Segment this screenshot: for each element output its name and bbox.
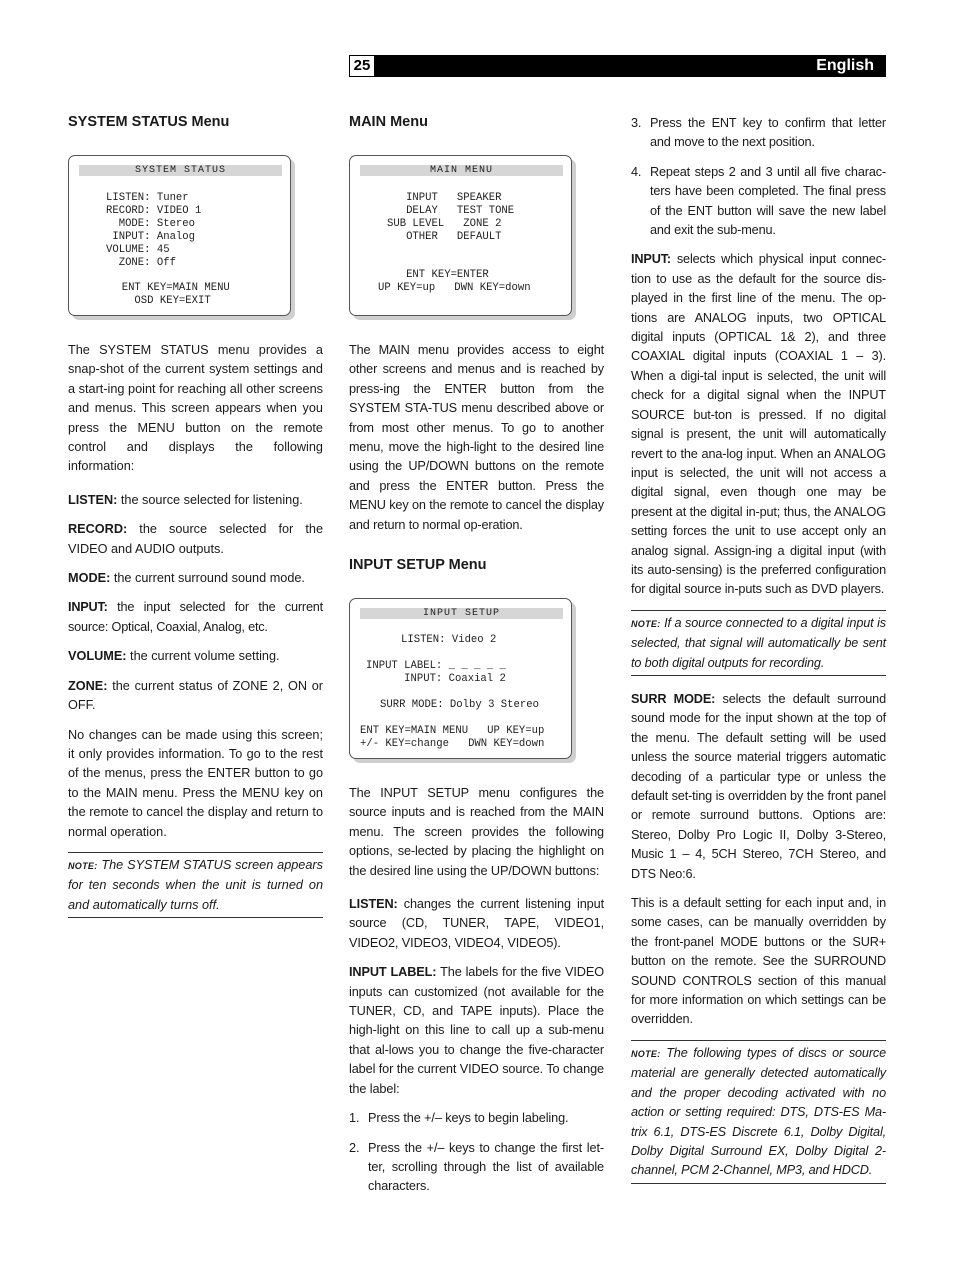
screen-line: RECORD: VIDEO 1 (106, 205, 202, 217)
screen-line: SUB LEVEL ZONE 2 (387, 218, 502, 230)
main-menu-heading: MAIN Menu (349, 114, 428, 130)
input-setup-text (349, 784, 604, 1207)
screen-line: UP KEY=up DWN KEY=down (378, 282, 531, 294)
screen-line: LISTEN: Video 2 (401, 634, 497, 646)
note-text: If a source connected to a digital input is selected, that signal will automatically be sent to both digital outputs for recording. (631, 615, 886, 670)
step-text: Repeat steps 2 and 3 until all five charac-ters have been completed. The final press of the ENT button will save the new label and exit the sub-menu. (650, 164, 886, 238)
step-number: 1. (349, 1111, 360, 1126)
note-text: The following types of discs or source material are generally detected automatically and the proper decoding activated with no action or setting required: DTS, DTS-ES Ma-trix 6.1, DTS-ES Discrete 6.1, Dolby Digital, Dolby Digital Surround EX, Dolby Digital 2-channel, PCM 2-Channel, MP3, and HDCD. (631, 1045, 886, 1178)
term: ZONE: (68, 678, 108, 693)
system-status-closing: No changes can be made using this screen; it only provides information. To go to the rest of the menus, press the ENTER button to go to the MAIN menu. Press the MENU key on the remote to cancel the display and return to normal operation. (68, 727, 323, 839)
input-setup-screen (349, 598, 572, 759)
item-zone (68, 677, 323, 716)
note-label: NOTE: (68, 860, 98, 871)
main-menu-text (349, 341, 604, 545)
screen-line: OSD KEY=EXIT (109, 295, 211, 307)
step-text: Press the +/– keys to change the first let-ter, scrolling through the list of available characters. (368, 1140, 604, 1194)
page-header-bar (349, 55, 886, 77)
label-steps-continued (631, 114, 886, 240)
screen-line: MODE: Stereo (106, 218, 196, 230)
item-volume (68, 647, 323, 666)
input-setup-heading-wrap (349, 556, 604, 575)
term: INPUT: (68, 600, 108, 615)
step-number: 4. (631, 164, 642, 179)
definition: the source selected for the VIDEO and AUDIO outputs. (68, 522, 323, 556)
note-label: NOTE: (631, 1048, 661, 1059)
definition: the current volume setting. (126, 649, 280, 664)
item-record (68, 520, 323, 559)
screen-line: VOLUME: 45 (106, 244, 170, 256)
item-input-label (349, 963, 604, 1099)
screen-line: INPUT LABEL: _ _ _ _ _ (366, 660, 506, 672)
digital-output-note (631, 610, 886, 676)
list-item (631, 163, 886, 241)
screen-title: MAIN MENU (360, 165, 563, 176)
item-mode (68, 569, 323, 588)
main-menu-screen (349, 155, 572, 316)
item-input (68, 598, 323, 637)
screen-line: ZONE: Off (106, 257, 176, 269)
system-status-text (68, 341, 323, 928)
note-label: NOTE: (631, 618, 661, 629)
screen-line: ENT KEY=ENTER (387, 269, 489, 281)
screen-title: INPUT SETUP (360, 608, 563, 619)
column-1 (68, 113, 323, 132)
column-3 (631, 114, 886, 1194)
item-input-connection (631, 250, 886, 599)
screen-title: SYSTEM STATUS (79, 165, 282, 176)
term: RECORD: (68, 522, 128, 537)
term: VOLUME: (68, 649, 127, 664)
screen-line: DELAY TEST TONE (387, 205, 515, 217)
screen-line: OTHER DEFAULT (387, 231, 502, 243)
system-status-heading: SYSTEM STATUS Menu (68, 114, 230, 130)
page-number: 25 (349, 55, 375, 77)
step-number: 3. (631, 116, 642, 130)
item-surr-mode (631, 690, 886, 884)
list-item (631, 114, 886, 153)
system-status-screen (68, 155, 291, 316)
term: MODE: (68, 571, 111, 586)
main-menu-body: The MAIN menu provides access to eight other screens and menus and is reached by press-ing the ENTER button from the SYSTEM STA-TUS menu described above or from most other menus. To go to another menu, move the high-light to the desired line using the UP/DOWN buttons on the remote and press the ENTER button. Press the MENU key on the remote to cancel the display and return to normal op-eration. (349, 343, 604, 532)
definition: The labels for the five VIDEO inputs can customized (not available for the TUNER, CD, and TAPE inputs). Place the high-light on this line to call up a sub-menu that al-lows you to change the five-character label for the current VIDEO source. To change the label: (349, 965, 604, 1096)
screen-line: +/- KEY=change DWN KEY=down (360, 738, 545, 750)
definition: the input selected for the current source: Optical, Coaxial, Analog, etc. (68, 600, 323, 634)
definition: the source selected for listening. (117, 492, 303, 507)
term: INPUT LABEL: (349, 965, 437, 980)
definition: the current status of ZONE 2, ON or OFF. (68, 678, 323, 713)
definition: changes the current listening input source (CD, TUNER, TAPE, VIDEO1, VIDEO2, VIDEO3, VIDEO4, VIDEO5). (349, 897, 604, 950)
term: INPUT: (631, 252, 671, 267)
step-text: Press the +/– keys to begin labeling. (368, 1111, 569, 1126)
language-label: English (816, 57, 874, 74)
list-item (349, 1139, 604, 1197)
list-item (349, 1109, 604, 1128)
definition: the current surround sound mode. (110, 571, 305, 586)
screen-line: INPUT SPEAKER (387, 192, 502, 204)
screen-line: ENT KEY=MAIN MENU (109, 282, 230, 294)
system-status-intro: The SYSTEM STATUS menu provides a snap-shot of the current system settings and a start-ing point for reaching all other screens and menus. This screen appears when you press the MENU button on the remote control and displays the following information: (68, 343, 323, 474)
input-setup-heading: INPUT SETUP Menu (349, 557, 487, 573)
definition: selects which physical input connec-tion to use as the default for the source dis-played in the first line of the menu. The op-tions are ANALOG inputs, two OPTICAL digital inputs (OPTICAL 1& 2), and three COAXIAL digital inputs (COAXIAL 1 – 3). When a digi-tal input is selected, the unit will check for a digital signal when the INPUT SOURCE but-ton is pressed. If no digital signal is present, the unit will automatically revert to the ana-log input. When an ANALOG input is selected, the unit will not access a digital signal, even though one may be present at the digital in-put; thus, the ANALOG setting forces the unit to use accept only an analog signal. Assign-ing a digital input (with its auto-sensing) is the preferred configuration for digital source in-puts such as DVD players. (631, 252, 886, 597)
default-setting-text: This is a default setting for each input and, in some cases, can be manually overridden by the front-panel MODE buttons or the SUR+ button on the remote. See the SURROUND SOUND CONTROLS section of this manual for more information on which settings can be overridden. (631, 896, 886, 1027)
step-text: Press the ENT key to confirm that letter and move to the next position. (650, 116, 886, 150)
screen-line: ENT KEY=MAIN MENU UP KEY=up (360, 725, 545, 737)
screen-line: INPUT: Coaxial 2 (366, 673, 506, 685)
definition: selects the default surround sound mode for the input shown at the top of the menu. The default setting will be used unless the source material triggers automatic decoding of a particular type or unless the default set-ting is overridden by the front panel or remote surround buttons. Options are: Stereo, Dolby Pro Logic II, Dolby 3-Stereo, Music 1 – 4, 5CH Stereo, 7CH Stereo, and DTS Neo:6. (631, 691, 886, 881)
item-listen (68, 491, 323, 510)
step-number: 2. (349, 1140, 360, 1155)
screen-line: SURR MODE: Dolby 3 Stereo (380, 699, 539, 711)
screen-line: INPUT: Analog (106, 231, 196, 243)
screen-line: LISTEN: Tuner (106, 192, 189, 204)
term: SURR MODE: (631, 691, 716, 706)
term: LISTEN: (68, 492, 118, 507)
item-listen-source (349, 895, 604, 953)
term: LISTEN: (349, 897, 398, 912)
input-setup-intro: The INPUT SETUP menu configures the source inputs and is reached from the MAIN menu. The screen provides the following options, se-lected by placing the highlight on the desired line using the UP/DOWN buttons: (349, 786, 604, 878)
column-2 (349, 113, 604, 132)
note-text: The SYSTEM STATUS screen appears for ten seconds when the unit is turned on and automatically turns off. (68, 857, 323, 912)
auto-detect-note (631, 1040, 886, 1184)
system-status-note (68, 852, 323, 918)
label-steps (349, 1109, 604, 1197)
